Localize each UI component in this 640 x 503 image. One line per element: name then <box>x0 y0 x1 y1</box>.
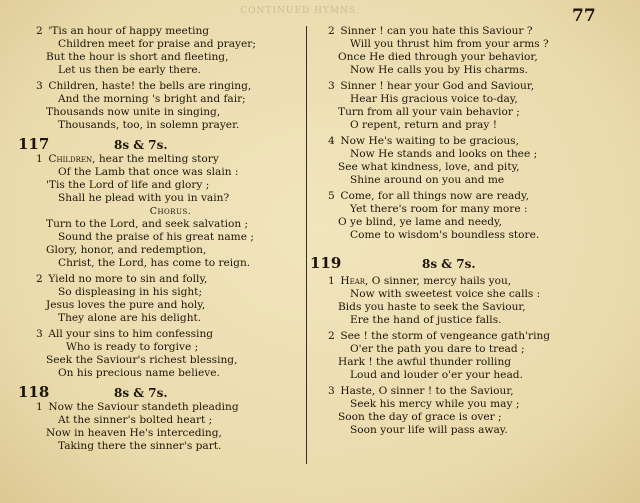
verse-line: 'Tis the Lord of life and glory ; <box>46 179 210 191</box>
verse-line: Of the Lamb that once was slain : <box>58 166 239 178</box>
verse-first-word: Children, <box>48 153 96 165</box>
chorus-line: Glory, honor, and redemption, <box>46 244 207 256</box>
hymn-number: 118 <box>18 383 50 401</box>
verse-line: Taking there the sinner's part. <box>58 440 222 452</box>
verse-cont-2 <box>18 25 303 77</box>
verse-line: At the sinner's bolted heart ; <box>58 414 213 426</box>
verse-line: O'er the path you dare to tread ; <box>350 343 525 355</box>
verse-line: Once He died through your behavior, <box>338 51 538 63</box>
chorus-label: Chorus. <box>149 206 192 217</box>
verse-line: Come to wisdom's boundless store. <box>350 229 540 241</box>
verse-line: They alone are his delight. <box>58 312 202 324</box>
verse-line: On his precious name believe. <box>58 367 220 379</box>
verse-line: O ye blind, ye lame and needy, <box>338 216 502 228</box>
verse-line: All your sins to him confessing <box>48 328 214 340</box>
verse-line: Seek his mercy while you may ; <box>350 398 520 410</box>
chorus-line: Turn to the Lord, and seek salvation ; <box>46 218 249 230</box>
verse-line: Now in heaven He's interceding, <box>46 427 222 439</box>
verse-number: 5 <box>328 190 335 202</box>
verse-cont-r4 <box>310 135 622 187</box>
verse-cont-3 <box>18 80 303 132</box>
verse-line: Soon the day of grace is over ; <box>338 411 502 423</box>
verse-line: Turn from all your vain behavior ; <box>338 106 520 118</box>
verse-cont-r2 <box>310 25 622 77</box>
verse-line: Now the Saviour standeth pleading <box>48 401 239 413</box>
verse-number: 4 <box>328 135 335 147</box>
verse-line: Shall he plead with you in vain? <box>58 192 230 204</box>
hymn-119-verse-1 <box>310 275 622 327</box>
hymn-117-verse-2 <box>18 273 303 325</box>
verse-line: So displeasing in his sight; <box>58 286 203 298</box>
verse-line: But the hour is short and fleeting, <box>46 51 229 63</box>
running-head: CONTINUED HYMNS. <box>240 6 360 16</box>
verse-line: Yet there's room for many more : <box>350 203 528 215</box>
verse-line: 'Tis an hour of happy meeting <box>48 25 210 37</box>
verse-line: Thousands now unite in singing, <box>46 106 221 118</box>
verse-line: Ere the hand of justice falls. <box>350 314 502 326</box>
verse-line: Bids you haste to seek the Saviour, <box>338 301 526 313</box>
verse-line: See what kindness, love, and pity, <box>338 161 520 173</box>
verse-line: See ! the storm of vengeance gath'ring <box>340 330 551 342</box>
right-column <box>310 25 622 437</box>
hymn-number: 119 <box>310 254 342 272</box>
verse-line: Shine around on you and me <box>350 174 505 186</box>
verse-line: Hear His gracious voice to-day, <box>350 93 518 105</box>
verse-line: Now He stands and looks on thee ; <box>350 148 538 160</box>
verse-number: 1 <box>36 153 43 165</box>
hymn-meter: 8s & 7s. <box>422 257 476 271</box>
verse-line: Yield no more to sin and folly, <box>48 273 208 285</box>
verse-line: Loud and louder o'er your head. <box>350 369 523 381</box>
verse-line: Seek the Saviour's richest blessing, <box>46 354 238 366</box>
hymn-118-verse-1 <box>18 401 303 453</box>
verse-number: 3 <box>36 80 43 92</box>
hymn-117-verse-1 <box>18 153 303 205</box>
verse-number: 1 <box>36 401 43 413</box>
verse-first-word: Hear, <box>340 275 369 287</box>
verse-number: 2 <box>328 330 335 342</box>
verse-line: Will you thrust him from your arms ? <box>350 38 549 50</box>
verse-line: Soon your life will pass away. <box>350 424 508 436</box>
verse-line: Children meet for praise and prayer; <box>58 38 256 50</box>
verse-line: And the morning 's bright and fair; <box>58 93 246 105</box>
verse-line: Sinner ! hear your God and Saviour, <box>340 80 535 92</box>
hymn-meter: 8s & 7s. <box>114 386 168 400</box>
verse-number: 2 <box>36 25 43 37</box>
left-column <box>18 25 303 453</box>
page-number: 77 <box>572 6 596 26</box>
chorus-line: Christ, the Lord, has come to reign. <box>58 257 251 269</box>
hymn-117-verse-3 <box>18 328 303 380</box>
hymn-number: 117 <box>18 135 50 153</box>
verse-number: 3 <box>328 80 335 92</box>
verse-line: O sinner, mercy hails you, <box>368 275 512 287</box>
hymn-119-verse-2 <box>310 330 622 382</box>
hymn-meter: 8s & 7s. <box>114 138 168 152</box>
column-divider <box>306 26 307 464</box>
verse-line: Now He calls you by His charms. <box>350 64 528 76</box>
verse-line: Sinner ! can you hate this Saviour ? <box>340 25 533 37</box>
verse-line: Children, haste! the bells are ringing, <box>48 80 252 92</box>
verse-number: 3 <box>328 385 335 397</box>
hymn-119-heading <box>310 254 622 272</box>
verse-line: Now He's waiting to be gracious, <box>340 135 519 147</box>
verse-line: Let us then be early there. <box>58 64 201 76</box>
verse-line: Come, for all things now are ready, <box>340 190 530 202</box>
verse-line: Hark ! the awful thunder rolling <box>338 356 512 368</box>
verse-number: 2 <box>328 25 335 37</box>
hymn-117-chorus <box>18 218 303 270</box>
verse-number: 2 <box>36 273 43 285</box>
verse-line: Who is ready to forgive ; <box>66 341 199 353</box>
verse-line: Jesus loves the pure and holy, <box>46 299 206 311</box>
verse-cont-r3 <box>310 80 622 132</box>
verse-line: Now with sweetest voice she calls : <box>350 288 541 300</box>
verse-line: O repent, return and pray ! <box>350 119 497 131</box>
verse-cont-r5 <box>310 190 622 242</box>
verse-line: hear the melting story <box>95 153 219 165</box>
chorus-line: Sound the praise of his great name ; <box>58 231 254 243</box>
hymn-117-heading <box>18 135 303 153</box>
verse-number: 3 <box>36 328 43 340</box>
hymn-118-heading <box>18 383 303 401</box>
verse-number: 1 <box>328 275 335 287</box>
verse-line: Thousands, too, in solemn prayer. <box>58 119 240 131</box>
verse-line: Haste, O sinner ! to the Saviour, <box>340 385 514 397</box>
hymn-119-verse-3 <box>310 385 622 437</box>
